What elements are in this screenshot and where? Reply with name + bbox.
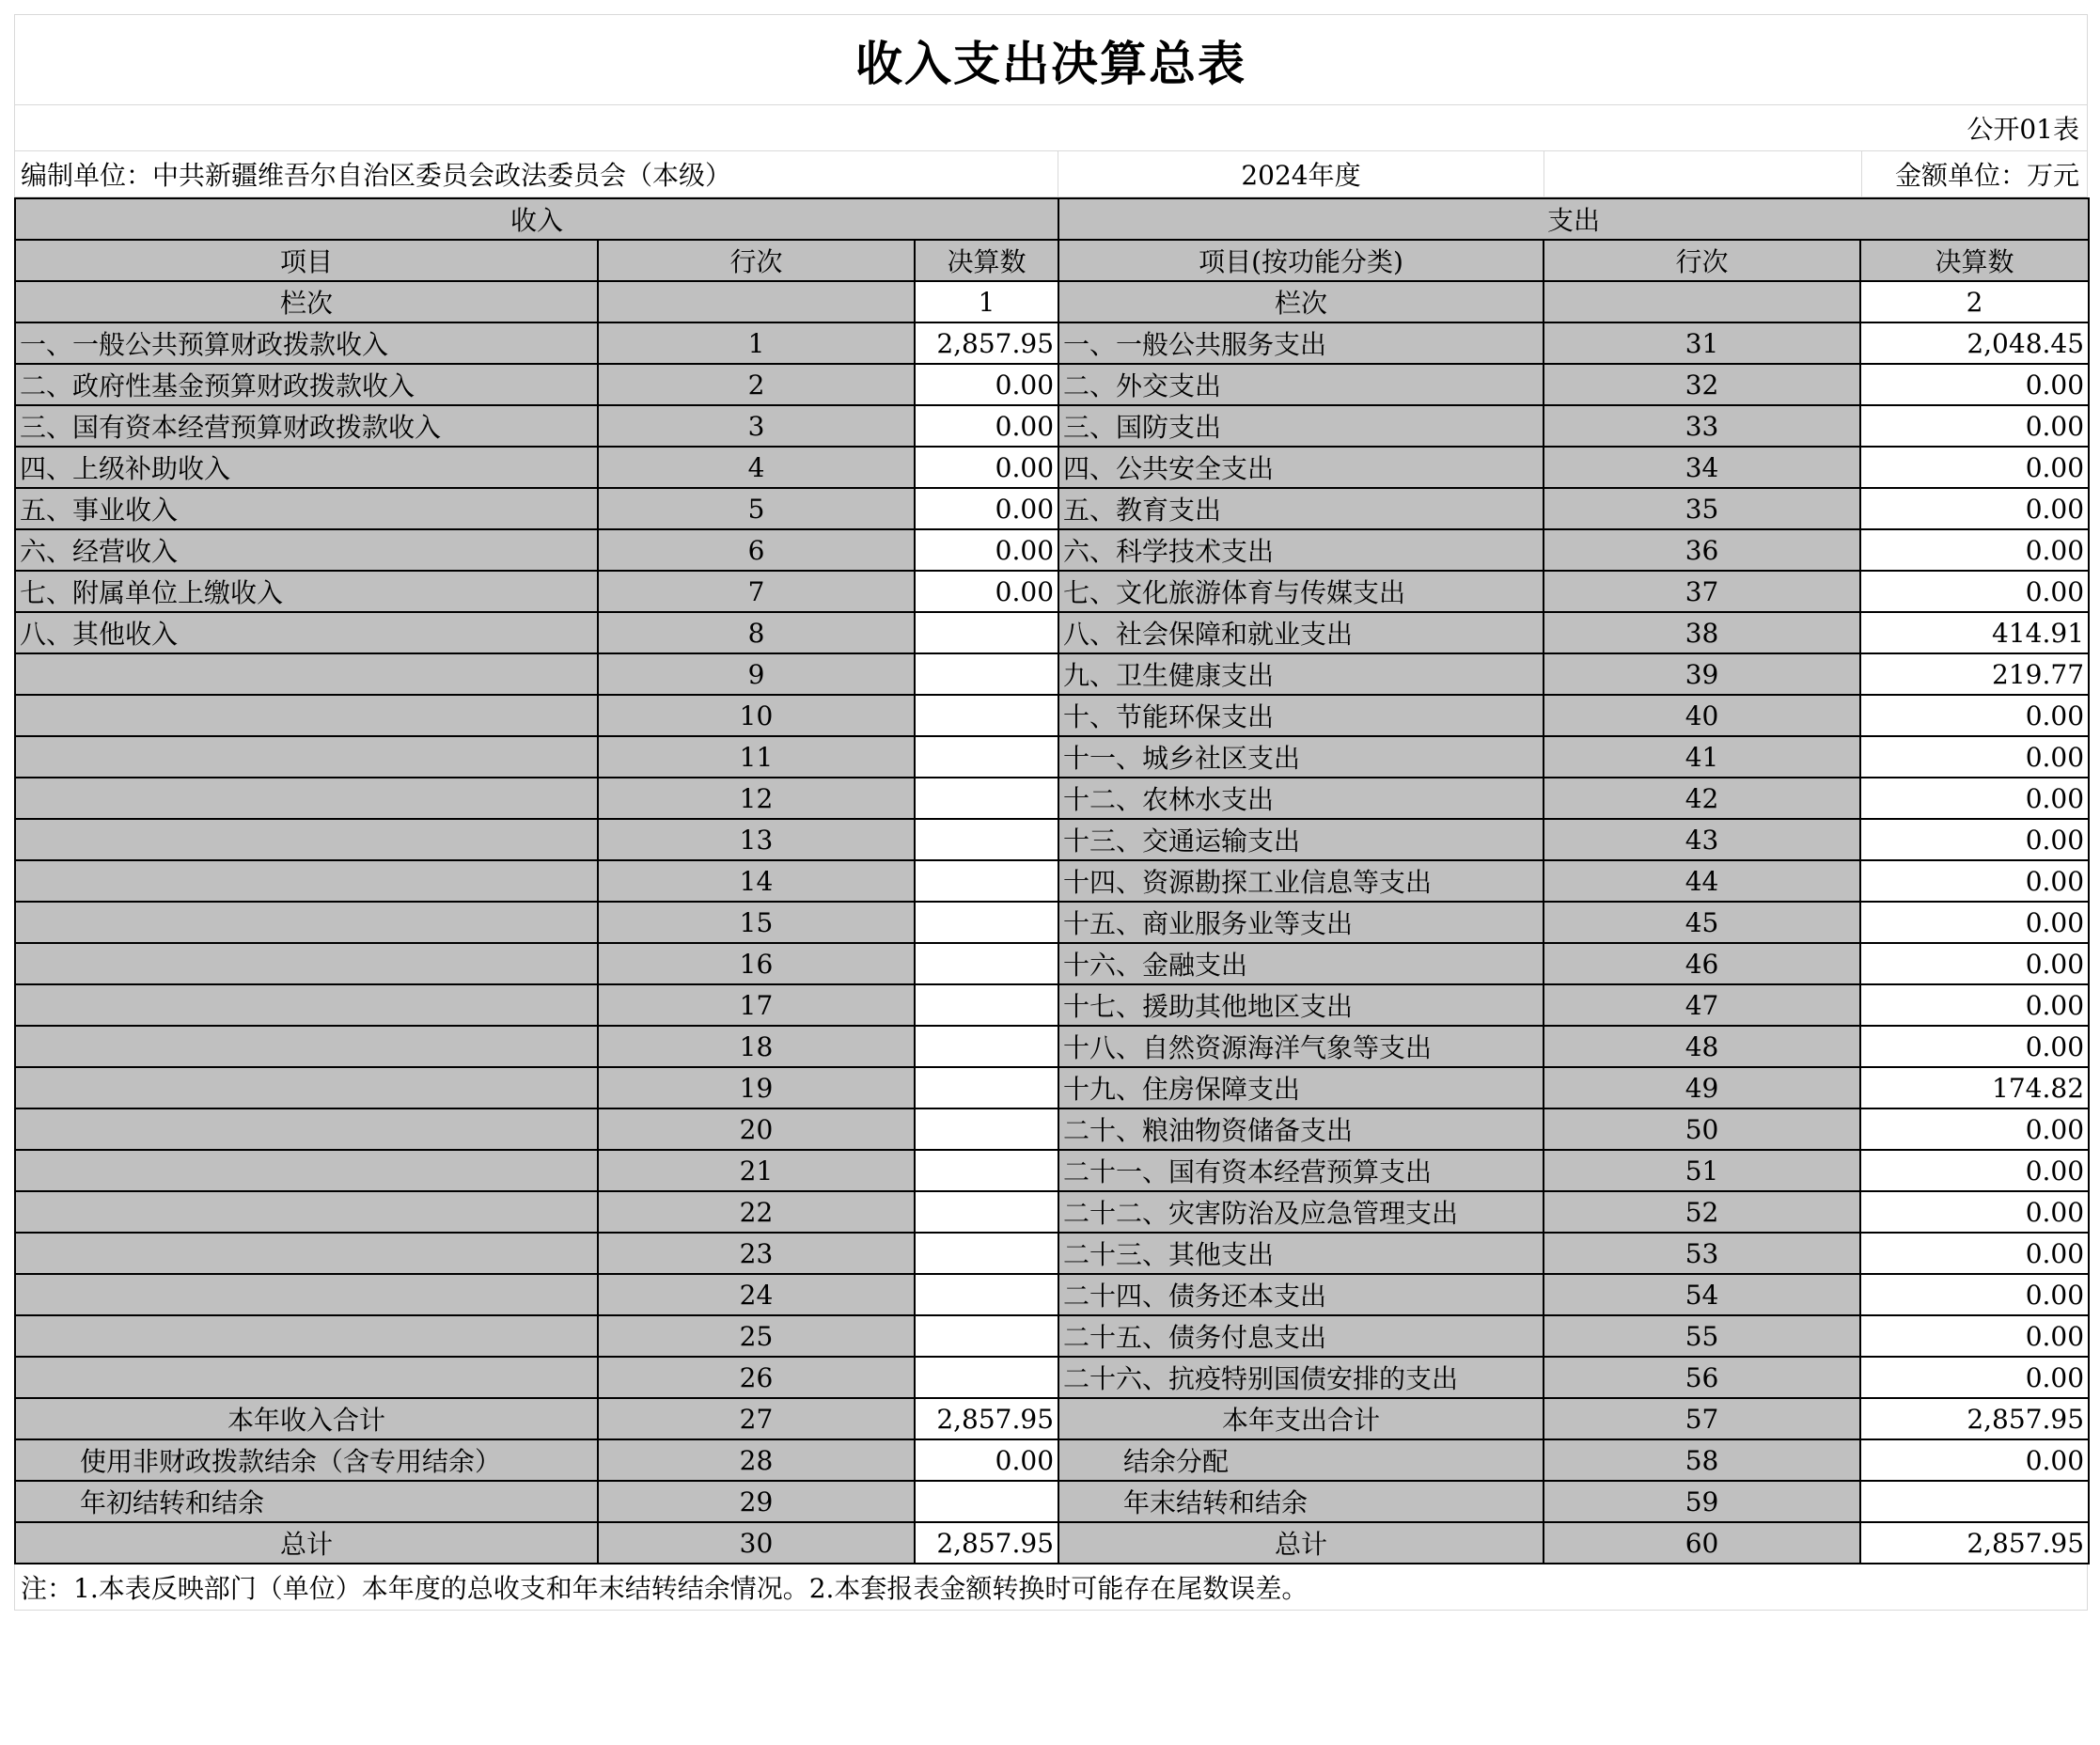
- expense-item-cell: 三、国防支出: [1058, 405, 1544, 447]
- income-item-cell: [15, 695, 598, 736]
- expense-grand-label: 总计: [1058, 1522, 1544, 1564]
- expense-column-index: 2: [1860, 281, 2089, 322]
- expense-row-no-cell: 39: [1544, 653, 1860, 695]
- income-amount-cell: 0.00: [915, 571, 1058, 612]
- income-amount-cell: [915, 860, 1058, 902]
- income-row-no-cell: 1: [598, 322, 915, 364]
- expense-amount-cell: 0.00: [1860, 1357, 2089, 1398]
- expense-item-cell: 十三、交通运输支出: [1058, 819, 1544, 860]
- income-amount-cell: [915, 1274, 1058, 1315]
- expense-item-cell: 五、教育支出: [1058, 488, 1544, 529]
- table-code-label: 公开01表: [1967, 114, 2079, 145]
- table-row: [15, 1026, 2089, 1067]
- expense-total-amount: 2,857.95: [1860, 1398, 2089, 1439]
- income-row-no-header: 行次: [598, 240, 915, 281]
- income-row-no-cell: 4: [598, 447, 915, 488]
- income-amount-cell: [915, 902, 1058, 943]
- expense-item-cell: 二十六、抗疫特别国债安排的支出: [1058, 1357, 1544, 1398]
- expense-item-cell: 七、文化旅游体育与传媒支出: [1058, 571, 1544, 612]
- expense-grand-amount: 2,857.95: [1860, 1522, 2089, 1564]
- income-total-label: 本年收入合计: [15, 1398, 598, 1439]
- column-header-row: [15, 240, 2089, 281]
- table-row: [15, 1315, 2089, 1357]
- income-grand-amount: 2,857.95: [915, 1522, 1058, 1564]
- income-row-no-cell: 16: [598, 943, 915, 984]
- table-row: [15, 322, 2089, 364]
- income-item-cell: [15, 1026, 598, 1067]
- footnote: 注：1.本表反映部门（单位）本年度的总收支和年末结转结余情况。2.本套报表金额转换时可能存在尾数误差。: [14, 1564, 2088, 1611]
- income-amount-cell: 0.00: [915, 529, 1058, 571]
- expense-row-no-cell: 50: [1544, 1108, 1860, 1150]
- table-row: [15, 488, 2089, 529]
- income-amount-cell: 2,857.95: [915, 322, 1058, 364]
- income-column-index: 1: [915, 281, 1058, 322]
- expense-row-no-cell: 45: [1544, 902, 1860, 943]
- income-row-no-cell: 26: [598, 1357, 915, 1398]
- expense-row-no-cell: 31: [1544, 322, 1860, 364]
- income-row-no-cell: 19: [598, 1067, 915, 1108]
- expense-amount-cell: 0.00: [1860, 364, 2089, 405]
- expense-item-cell: 二十三、其他支出: [1058, 1233, 1544, 1274]
- expense-row-no-cell: 34: [1544, 447, 1860, 488]
- grand-total-row: [15, 1522, 2089, 1564]
- income-amount-cell: 0.00: [915, 405, 1058, 447]
- expense-row-no-header: 行次: [1544, 240, 1860, 281]
- expense-row-no-cell: 51: [1544, 1150, 1860, 1191]
- summary-body: [15, 1398, 2089, 1564]
- expense-item-cell: 十七、援助其他地区支出: [1058, 984, 1544, 1026]
- expense-amount-cell: 0.00: [1860, 529, 2089, 571]
- money-unit: 金额单位：万元: [1894, 160, 2079, 191]
- income-row-no-cell: 18: [598, 1026, 915, 1067]
- table-row: [15, 447, 2089, 488]
- income-amount-cell: [915, 653, 1058, 695]
- income-row-no-cell: 22: [598, 1191, 915, 1233]
- table-row: [15, 902, 2089, 943]
- expense-amount-cell: 0.00: [1860, 447, 2089, 488]
- income-column-label: 栏次: [15, 281, 598, 322]
- income-amount-cell: [915, 1315, 1058, 1357]
- income-row-no-cell: 13: [598, 819, 915, 860]
- table-row: [15, 1191, 2089, 1233]
- table-row: [15, 984, 2089, 1026]
- income-amount-cell: [915, 1026, 1058, 1067]
- expense-item-cell: 十九、住房保障支出: [1058, 1067, 1544, 1108]
- income-row-no-cell: 11: [598, 736, 915, 778]
- expense-row-no-cell: 49: [1544, 1067, 1860, 1108]
- expense-row-no-cell: 33: [1544, 405, 1860, 447]
- expense-item-cell: 一、一般公共服务支出: [1058, 322, 1544, 364]
- expense-item-cell: 十五、商业服务业等支出: [1058, 902, 1544, 943]
- expense-amount-cell: 0.00: [1860, 984, 2089, 1026]
- income-begin-amount: [915, 1481, 1058, 1522]
- annual-total-row: [15, 1398, 2089, 1439]
- income-row-no-cell: 9: [598, 653, 915, 695]
- expense-row-no-cell: 35: [1544, 488, 1860, 529]
- table-row: [15, 1067, 2089, 1108]
- expense-distribution-amount: 0.00: [1860, 1439, 2089, 1481]
- income-column-blank: [598, 281, 915, 322]
- income-row-no-cell: 25: [598, 1315, 915, 1357]
- table-row: [15, 405, 2089, 447]
- income-amount-cell: [915, 1233, 1058, 1274]
- income-total-amount: 2,857.95: [915, 1398, 1058, 1439]
- carryover-row: [15, 1481, 2089, 1522]
- income-grand-no: 30: [598, 1522, 915, 1564]
- expense-amount-cell: 414.91: [1860, 612, 2089, 653]
- income-row-no-cell: 5: [598, 488, 915, 529]
- expense-row-no-cell: 48: [1544, 1026, 1860, 1067]
- income-amount-cell: 0.00: [915, 447, 1058, 488]
- income-nonfiscal-amount: 0.00: [915, 1439, 1058, 1481]
- expense-row-no-cell: 53: [1544, 1233, 1860, 1274]
- income-amount-cell: [915, 819, 1058, 860]
- income-item-cell: [15, 984, 598, 1026]
- report-sheet: [14, 14, 2088, 1611]
- expense-amount-cell: 0.00: [1860, 943, 2089, 984]
- income-row-no-cell: 12: [598, 778, 915, 819]
- income-item-cell: [15, 1357, 598, 1398]
- expense-amount-cell: 0.00: [1860, 571, 2089, 612]
- expense-item-cell: 二、外交支出: [1058, 364, 1544, 405]
- table-row: [15, 612, 2089, 653]
- expense-item-cell: 十四、资源勘探工业信息等支出: [1058, 860, 1544, 902]
- expense-item-cell: 六、科学技术支出: [1058, 529, 1544, 571]
- income-amount-cell: [915, 612, 1058, 653]
- expense-item-header: 项目(按功能分类): [1058, 240, 1544, 281]
- expense-item-cell: 四、公共安全支出: [1058, 447, 1544, 488]
- table-row: [15, 819, 2089, 860]
- expense-row-no-cell: 32: [1544, 364, 1860, 405]
- table-code: [14, 104, 2088, 150]
- income-amount-cell: [915, 778, 1058, 819]
- expense-distribution-no: 58: [1544, 1439, 1860, 1481]
- expense-row-no-cell: 36: [1544, 529, 1860, 571]
- income-row-no-cell: 7: [598, 571, 915, 612]
- income-item-cell: [15, 1150, 598, 1191]
- expense-row-no-cell: 46: [1544, 943, 1860, 984]
- column-index-row: [15, 281, 2089, 322]
- income-total-no: 27: [598, 1398, 915, 1439]
- expense-amount-cell: 0.00: [1860, 1150, 2089, 1191]
- income-grand-label: 总计: [15, 1522, 598, 1564]
- compiling-unit: 编制单位：中共新疆维吾尔自治区委员会政法委员会（本级）: [15, 151, 1058, 197]
- income-amount-cell: [915, 943, 1058, 984]
- income-amount-cell: [915, 1357, 1058, 1398]
- expense-row-no-cell: 47: [1544, 984, 1860, 1026]
- table-row: [15, 653, 2089, 695]
- income-begin-no: 29: [598, 1481, 915, 1522]
- income-row-no-cell: 8: [598, 612, 915, 653]
- table-row: [15, 1108, 2089, 1150]
- expense-row-no-cell: 43: [1544, 819, 1860, 860]
- expense-amount-cell: 0.00: [1860, 1233, 2089, 1274]
- expense-row-no-cell: 42: [1544, 778, 1860, 819]
- income-item-cell: [15, 1315, 598, 1357]
- expense-row-no-cell: 56: [1544, 1357, 1860, 1398]
- table-body: [15, 198, 2089, 1398]
- income-amount-cell: 0.00: [915, 488, 1058, 529]
- income-expense-table: [14, 197, 2090, 1564]
- expense-column-label: 栏次: [1058, 281, 1544, 322]
- expense-amount-cell: 174.82: [1860, 1067, 2089, 1108]
- expense-amount-cell: 0.00: [1860, 819, 2089, 860]
- table-row: [15, 571, 2089, 612]
- expense-row-no-cell: 52: [1544, 1191, 1860, 1233]
- income-item-cell: 二、政府性基金预算财政拨款收入: [15, 364, 598, 405]
- income-item-cell: [15, 1274, 598, 1315]
- expense-end-amount: [1860, 1481, 2089, 1522]
- income-amount-header: 决算数: [915, 240, 1058, 281]
- expense-row-no-cell: 54: [1544, 1274, 1860, 1315]
- expense-item-cell: 十八、自然资源海洋气象等支出: [1058, 1026, 1544, 1067]
- income-row-no-cell: 20: [598, 1108, 915, 1150]
- income-row-no-cell: 17: [598, 984, 915, 1026]
- expense-item-cell: 二十、粮油物资储备支出: [1058, 1108, 1544, 1150]
- income-amount-cell: [915, 1067, 1058, 1108]
- page-title: 收入支出决算总表: [14, 14, 2088, 104]
- section-header-row: [15, 198, 2089, 240]
- expense-row-no-cell: 40: [1544, 695, 1860, 736]
- income-begin-label: 年初结转和结余: [15, 1481, 598, 1522]
- expense-amount-cell: 0.00: [1860, 902, 2089, 943]
- expense-amount-cell: 0.00: [1860, 1191, 2089, 1233]
- income-amount-cell: [915, 1191, 1058, 1233]
- expense-item-cell: 十、节能环保支出: [1058, 695, 1544, 736]
- expense-item-cell: 八、社会保障和就业支出: [1058, 612, 1544, 653]
- table-row: [15, 695, 2089, 736]
- expense-item-cell: 二十五、债务付息支出: [1058, 1315, 1544, 1357]
- income-item-cell: 四、上级补助收入: [15, 447, 598, 488]
- income-item-cell: [15, 736, 598, 778]
- income-item-cell: [15, 943, 598, 984]
- expense-row-no-cell: 41: [1544, 736, 1860, 778]
- expense-item-cell: 十一、城乡社区支出: [1058, 736, 1544, 778]
- income-item-cell: [15, 1233, 598, 1274]
- income-section-header: 收入: [15, 198, 1058, 240]
- expense-amount-cell: 0.00: [1860, 405, 2089, 447]
- income-item-cell: [15, 653, 598, 695]
- table-row: [15, 1274, 2089, 1315]
- expense-amount-header: 决算数: [1860, 240, 2089, 281]
- expense-row-no-cell: 44: [1544, 860, 1860, 902]
- income-item-cell: 七、附属单位上缴收入: [15, 571, 598, 612]
- income-amount-cell: [915, 1108, 1058, 1150]
- income-item-header: 项目: [15, 240, 598, 281]
- expense-amount-cell: 0.00: [1860, 1315, 2089, 1357]
- meta-row: [14, 150, 2088, 197]
- income-item-cell: 五、事业收入: [15, 488, 598, 529]
- income-amount-cell: 0.00: [915, 364, 1058, 405]
- income-item-cell: [15, 1108, 598, 1150]
- expense-amount-cell: 0.00: [1860, 1108, 2089, 1150]
- table-row: [15, 1357, 2089, 1398]
- meta-blank-cell: [1544, 151, 1862, 197]
- table-row: [15, 778, 2089, 819]
- income-nonfiscal-label: 使用非财政拨款结余（含专用结余）: [15, 1439, 598, 1481]
- expense-section-header: 支出: [1058, 198, 2089, 240]
- expense-amount-cell: 0.00: [1860, 778, 2089, 819]
- expense-end-no: 59: [1544, 1481, 1860, 1522]
- income-row-no-cell: 10: [598, 695, 915, 736]
- income-row-no-cell: 6: [598, 529, 915, 571]
- fiscal-year: 2024年度: [1058, 151, 1544, 197]
- expense-item-cell: 二十二、灾害防治及应急管理支出: [1058, 1191, 1544, 1233]
- expense-end-label: 年末结转和结余: [1058, 1481, 1544, 1522]
- income-item-cell: [15, 902, 598, 943]
- expense-item-cell: 二十一、国有资本经营预算支出: [1058, 1150, 1544, 1191]
- table-row: [15, 860, 2089, 902]
- income-amount-cell: [915, 736, 1058, 778]
- income-row-no-cell: 21: [598, 1150, 915, 1191]
- table-row: [15, 1233, 2089, 1274]
- expense-amount-cell: 0.00: [1860, 1026, 2089, 1067]
- income-row-no-cell: 15: [598, 902, 915, 943]
- expense-row-no-cell: 38: [1544, 612, 1860, 653]
- expense-distribution-label: 结余分配: [1058, 1439, 1544, 1481]
- income-item-cell: 六、经营收入: [15, 529, 598, 571]
- income-item-cell: [15, 778, 598, 819]
- table-row: [15, 943, 2089, 984]
- expense-item-cell: 二十四、债务还本支出: [1058, 1274, 1544, 1315]
- expense-item-cell: 十二、农林水支出: [1058, 778, 1544, 819]
- expense-column-blank: [1544, 281, 1860, 322]
- expense-amount-cell: 0.00: [1860, 860, 2089, 902]
- expense-item-cell: 九、卫生健康支出: [1058, 653, 1544, 695]
- income-item-cell: 三、国有资本经营预算财政拨款收入: [15, 405, 598, 447]
- expense-amount-cell: 0.00: [1860, 695, 2089, 736]
- income-amount-cell: [915, 1150, 1058, 1191]
- table-row: [15, 736, 2089, 778]
- income-row-no-cell: 14: [598, 860, 915, 902]
- income-item-cell: 八、其他收入: [15, 612, 598, 653]
- expense-row-no-cell: 37: [1544, 571, 1860, 612]
- expense-total-label: 本年支出合计: [1058, 1398, 1544, 1439]
- income-amount-cell: [915, 695, 1058, 736]
- expense-grand-no: 60: [1544, 1522, 1860, 1564]
- expense-amount-cell: 2,048.45: [1860, 322, 2089, 364]
- expense-item-cell: 十六、金融支出: [1058, 943, 1544, 984]
- income-row-no-cell: 3: [598, 405, 915, 447]
- expense-amount-cell: 219.77: [1860, 653, 2089, 695]
- expense-amount-cell: 0.00: [1860, 736, 2089, 778]
- table-row: [15, 529, 2089, 571]
- income-nonfiscal-no: 28: [598, 1439, 915, 1481]
- expense-amount-cell: 0.00: [1860, 1274, 2089, 1315]
- table-row: [15, 364, 2089, 405]
- expense-amount-cell: 0.00: [1860, 488, 2089, 529]
- table-row: [15, 1150, 2089, 1191]
- income-amount-cell: [915, 984, 1058, 1026]
- expense-row-no-cell: 55: [1544, 1315, 1860, 1357]
- nonfiscal-row: [15, 1439, 2089, 1481]
- income-item-cell: 一、一般公共预算财政拨款收入: [15, 322, 598, 364]
- expense-total-no: 57: [1544, 1398, 1860, 1439]
- income-item-cell: [15, 819, 598, 860]
- income-item-cell: [15, 1067, 598, 1108]
- income-row-no-cell: 23: [598, 1233, 915, 1274]
- income-row-no-cell: 24: [598, 1274, 915, 1315]
- income-row-no-cell: 2: [598, 364, 915, 405]
- income-item-cell: [15, 1191, 598, 1233]
- income-item-cell: [15, 860, 598, 902]
